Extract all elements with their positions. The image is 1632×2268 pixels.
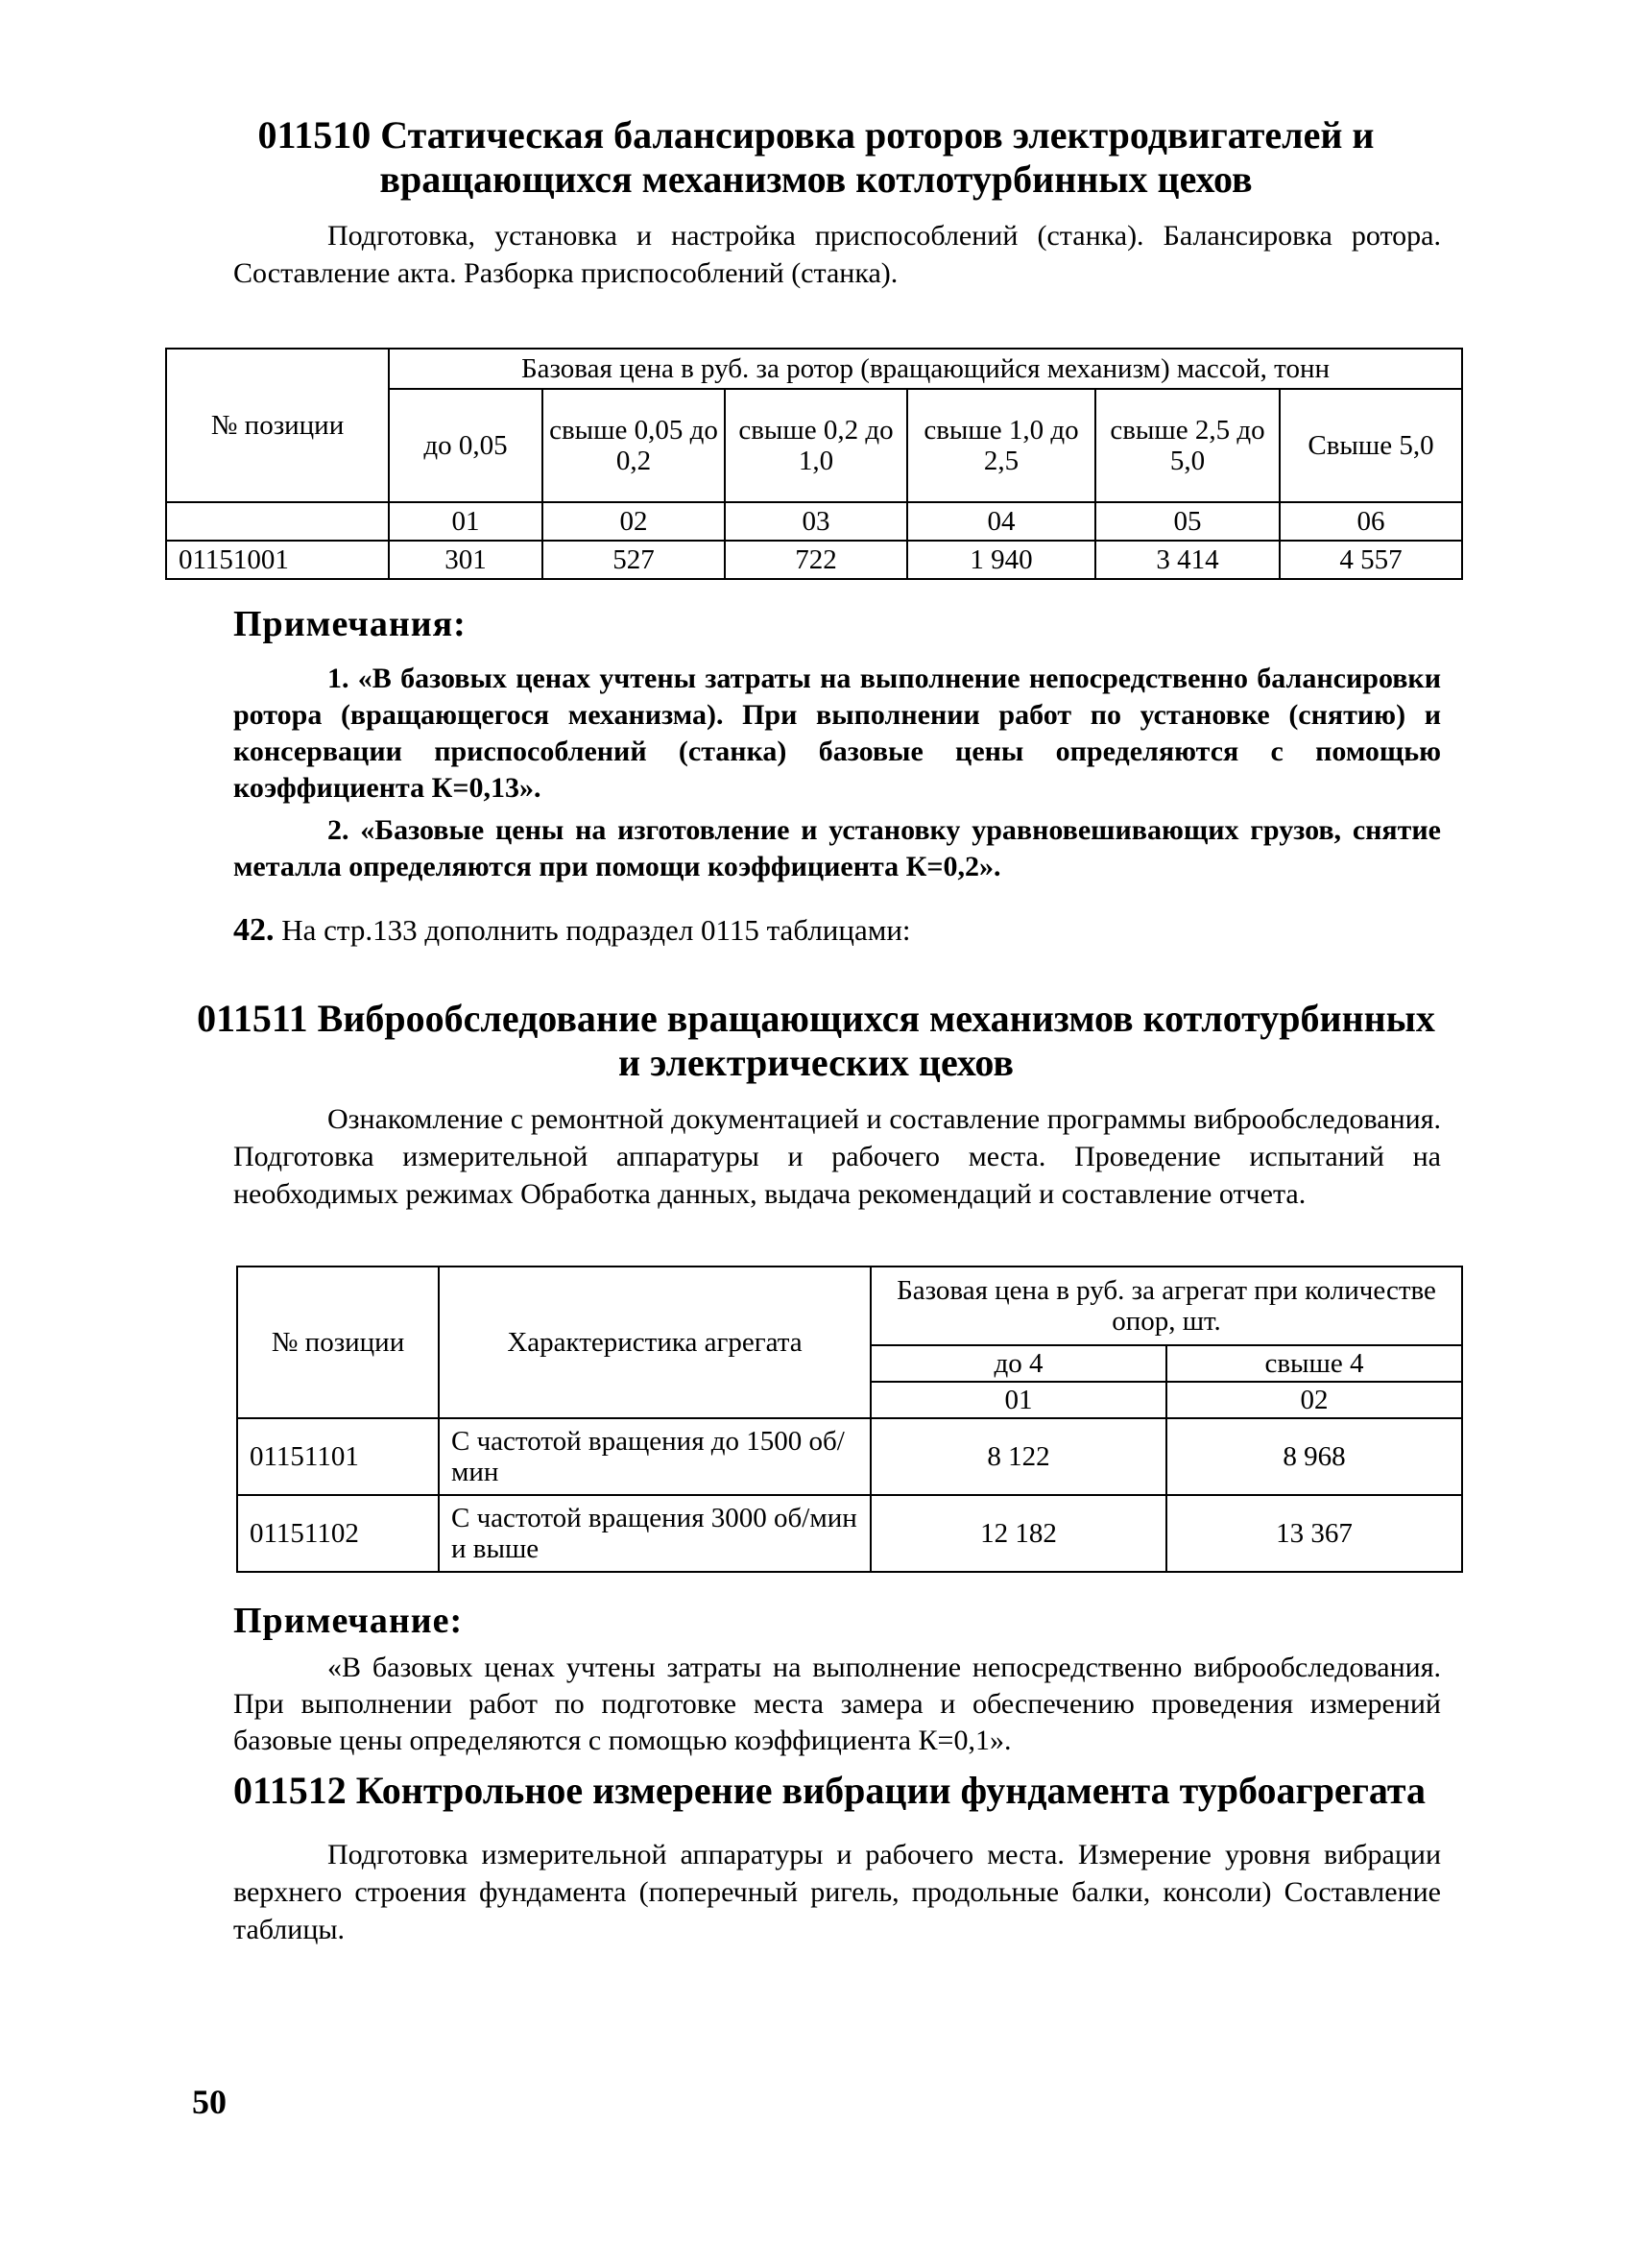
row-position: 01151102 [237, 1495, 439, 1572]
column-code: 02 [1166, 1382, 1462, 1418]
price-cell: 13 367 [1166, 1495, 1462, 1572]
column-header: свыше 0,05 до 0,2 [542, 389, 725, 502]
instruction-text: На стр.133 дополнить подраздел 0115 таблицами: [281, 913, 911, 947]
column-code: 06 [1280, 502, 1462, 541]
price-cell: 8 968 [1166, 1418, 1462, 1495]
column-header: свыше 4 [1166, 1345, 1462, 1382]
price-cell: 301 [389, 541, 542, 579]
empty-cell [166, 502, 389, 541]
price-group-header: Базовая цена в руб. за агрегат при количестве опор, шт. [871, 1267, 1462, 1345]
table-row [166, 541, 1462, 579]
characteristic-header: Характеристика агрегата [439, 1267, 871, 1418]
price-table-011511 [236, 1266, 1463, 1573]
position-header: № позиции [166, 349, 389, 502]
column-header: Свыше 5,0 [1280, 389, 1462, 502]
note-1: 1. «В базовых ценах учтены затраты на выполнение непосредственно балансировки ротора (вращающегося механизма). При выполнении работ по установке (снятию) и консервации приспособлений (станка) базовые цены определяются с помощью коэффициента К=0,13». [233, 663, 1441, 804]
column-header: до 0,05 [389, 389, 542, 502]
section-description-011510: Подготовка, установка и настройка приспособлений (станка). Балансировка ротора. Составление акта. Разборка приспособлений (станка). [233, 220, 1441, 289]
column-code: 04 [907, 502, 1095, 541]
price-group-header: Базовая цена в руб. за ротор (вращающийся механизм) массой, тонн [389, 349, 1462, 389]
notes-title: Примечания: [233, 604, 467, 644]
price-table-011510 [165, 348, 1463, 580]
price-cell: 8 122 [871, 1418, 1166, 1495]
instruction-number: 42. [233, 912, 275, 948]
column-code: 01 [871, 1382, 1166, 1418]
column-header: свыше 2,5 до 5,0 [1095, 389, 1280, 502]
note-title: Примечание: [233, 1601, 464, 1641]
column-code: 01 [389, 502, 542, 541]
column-code: 05 [1095, 502, 1280, 541]
section-title-011512: 011512 Контрольное измерение вибрации фундамента турбоагрегата [233, 1769, 1426, 1812]
instruction [233, 912, 911, 949]
price-cell: 722 [725, 541, 907, 579]
price-cell: 4 557 [1280, 541, 1462, 579]
section-description-011511: Ознакомление с ремонтной документацией и составление программы виброобследования. Подготовка измерительной аппаратуры и рабочего места. Проведение испытаний на необходимых режимах Обработка данных, выдача рекомендаций и составление отчета. [233, 1103, 1441, 1210]
price-cell: 3 414 [1095, 541, 1280, 579]
row-characteristic: С частотой вращения 3000 об/мин и выше [439, 1495, 871, 1572]
column-code: 03 [725, 502, 907, 541]
row-position: 01151101 [237, 1418, 439, 1495]
price-cell: 527 [542, 541, 725, 579]
section-title-011510: 011510 Статическая балансировка роторов электродвигателей и вращающихся механизмов котлотурбинных цехов [257, 113, 1375, 201]
page-number: 50 [192, 2083, 227, 2121]
price-cell: 12 182 [871, 1495, 1166, 1572]
column-header: свыше 0,2 до 1,0 [725, 389, 907, 502]
price-cell: 1 940 [907, 541, 1095, 579]
section-description-011512: Подготовка измерительной аппаратуры и рабочего места. Измерение уровня вибрации верхнего строения фундамента (поперечный ригель, продольные балки, консоли) Составление таблицы. [233, 1839, 1441, 1945]
table-row [237, 1418, 1462, 1495]
column-code: 02 [542, 502, 725, 541]
table-row [237, 1495, 1462, 1572]
row-position: 01151001 [166, 541, 389, 579]
section-title-line-2: и электрических цехов [617, 1041, 1014, 1084]
section-title-011511 [192, 997, 1440, 1085]
position-header: № позиции [237, 1267, 439, 1418]
section-title-line-1: 011511 Виброобследование вращающихся механизмов котлотурбинных [197, 997, 1435, 1040]
row-characteristic: С частотой вращения до 1500 об/мин [439, 1418, 871, 1495]
column-header: свыше 1,0 до 2,5 [907, 389, 1095, 502]
note-2: 2. «Базовые цены на изготовление и установку уравновешивающих грузов, снятие металла определяются при помощи коэффициента К=0,2». [233, 814, 1441, 882]
note-011511: «В базовых ценах учтены затраты на выполнение непосредственно виброобследования. При выполнении работ по подготовке места замера и обеспечению проведения измерений базовые цены определяются с помощью коэффициента К=0,1». [233, 1652, 1441, 1756]
column-header: до 4 [871, 1345, 1166, 1382]
